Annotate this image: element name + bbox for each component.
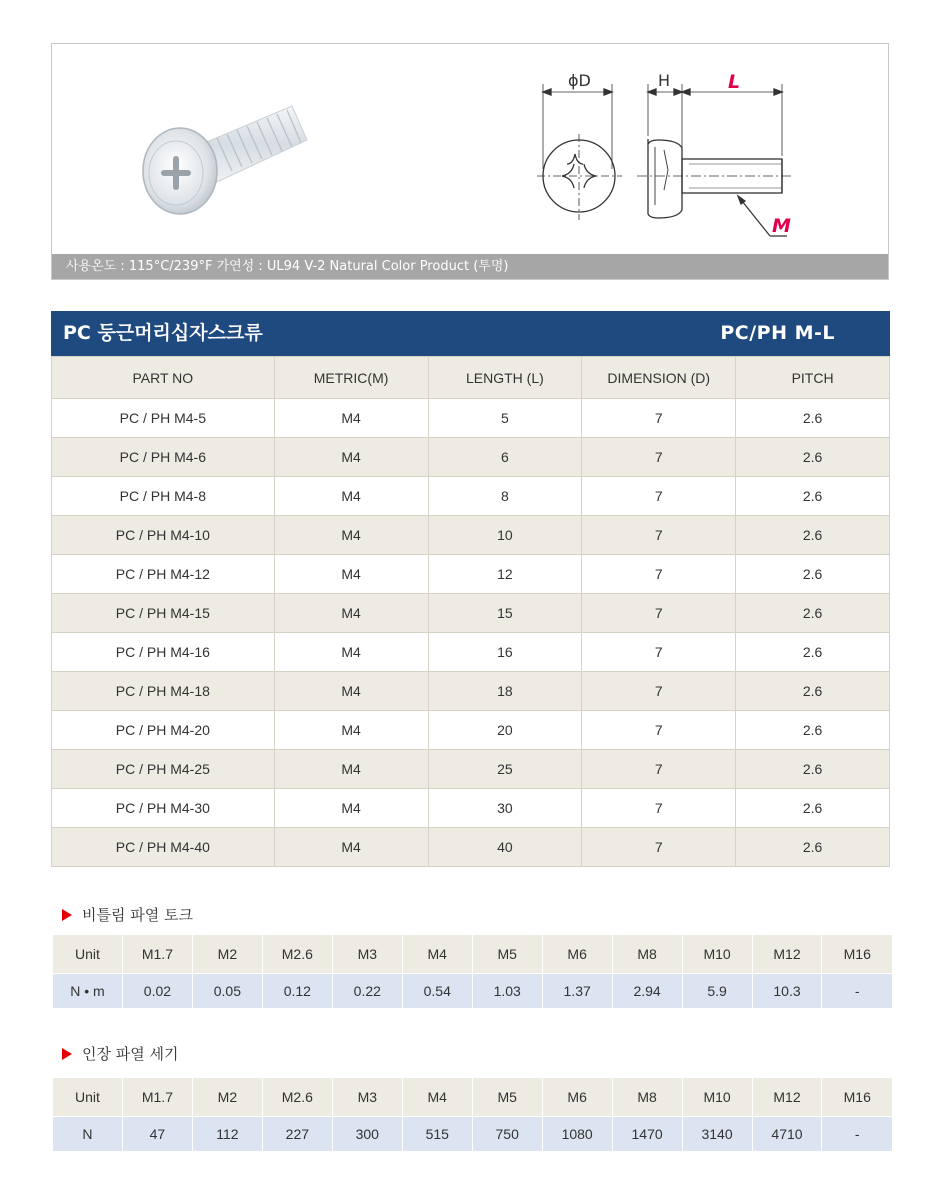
header-length: LENGTH (L) [428, 357, 582, 399]
cell-length: 5 [428, 399, 582, 438]
tensile-header-cell: M3 [332, 1078, 402, 1117]
height-label: H [658, 71, 671, 90]
tensile-value-row [53, 1117, 893, 1152]
product-code: PC/PH M-L [720, 322, 835, 344]
torque-value-cell: 10.3 [752, 974, 822, 1009]
torque-value-cell: 0.12 [262, 974, 332, 1009]
torque-value-cell: 2.94 [612, 974, 682, 1009]
cell-part-no: PC / PH M4-5 [52, 399, 275, 438]
cell-part-no: PC / PH M4-6 [52, 438, 275, 477]
cell-dimension: 7 [582, 477, 736, 516]
cell-pitch: 2.6 [736, 555, 890, 594]
tensile-header-cell: M10 [682, 1078, 752, 1117]
tensile-value-cell: 1470 [612, 1117, 682, 1152]
torque-value-cell: 0.22 [332, 974, 402, 1009]
tensile-value-cell: N [53, 1117, 123, 1152]
cell-length: 15 [428, 594, 582, 633]
torque-header-cell: M4 [402, 935, 472, 974]
table-row [52, 789, 890, 828]
cell-metric: M4 [274, 789, 428, 828]
cell-length: 8 [428, 477, 582, 516]
cell-pitch: 2.6 [736, 672, 890, 711]
cell-dimension: 7 [582, 789, 736, 828]
tensile-header-cell: Unit [53, 1078, 123, 1117]
cell-length: 40 [428, 828, 582, 867]
tensile-header-cell: M1.7 [122, 1078, 192, 1117]
cell-part-no: PC / PH M4-20 [52, 711, 275, 750]
cell-dimension: 7 [582, 672, 736, 711]
torque-value-cell: 0.05 [192, 974, 262, 1009]
torque-value-cell: 1.03 [472, 974, 542, 1009]
tensile-header-cell: M2 [192, 1078, 262, 1117]
cell-dimension: 7 [582, 633, 736, 672]
tensile-heading [62, 1043, 178, 1064]
spec-table-header [52, 357, 890, 399]
cell-metric: M4 [274, 555, 428, 594]
cell-metric: M4 [274, 828, 428, 867]
product-caption: 사용온도 : 115°C/239°F 가연성 : UL94 V-2 Natural Color Product (투명) [52, 254, 888, 279]
title-bar [51, 311, 890, 356]
torque-header-cell: M2 [192, 935, 262, 974]
torque-header-cell: Unit [53, 935, 123, 974]
cell-pitch: 2.6 [736, 516, 890, 555]
cell-part-no: PC / PH M4-25 [52, 750, 275, 789]
tensile-value-cell: 1080 [542, 1117, 612, 1152]
cell-metric: M4 [274, 594, 428, 633]
cell-length: 20 [428, 711, 582, 750]
tensile-header-cell: M6 [542, 1078, 612, 1117]
cell-metric: M4 [274, 438, 428, 477]
cell-dimension: 7 [582, 828, 736, 867]
cell-dimension: 7 [582, 516, 736, 555]
screw-photo [143, 106, 307, 214]
length-label: L [728, 71, 741, 93]
cell-part-no: PC / PH M4-30 [52, 789, 275, 828]
table-row [52, 555, 890, 594]
table-row [52, 711, 890, 750]
cell-pitch: 2.6 [736, 633, 890, 672]
header-dimension: DIMENSION (D) [582, 357, 736, 399]
side-view-drawing [637, 84, 792, 236]
tensile-header-cell: M2.6 [262, 1078, 332, 1117]
metric-label: M [772, 215, 791, 237]
table-row [52, 399, 890, 438]
cell-part-no: PC / PH M4-40 [52, 828, 275, 867]
table-row [52, 828, 890, 867]
tensile-table [52, 1078, 892, 1151]
cell-dimension: 7 [582, 438, 736, 477]
header-metric: METRIC(M) [274, 357, 428, 399]
table-row [52, 594, 890, 633]
cell-length: 6 [428, 438, 582, 477]
cell-pitch: 2.6 [736, 399, 890, 438]
torque-heading-text: 비틀림 파열 토크 [82, 906, 193, 924]
cell-dimension: 7 [582, 399, 736, 438]
torque-header-cell: M12 [752, 935, 822, 974]
tensile-header-cell: M8 [612, 1078, 682, 1117]
cell-pitch: 2.6 [736, 789, 890, 828]
torque-header-cell: M10 [682, 935, 752, 974]
cell-pitch: 2.6 [736, 828, 890, 867]
triangle-bullet-icon [62, 1048, 72, 1060]
tensile-value-cell: 3140 [682, 1117, 752, 1152]
tensile-header-cell: M16 [822, 1078, 892, 1117]
diameter-label: ϕD [568, 71, 591, 90]
torque-header-cell: M16 [822, 935, 892, 974]
product-image-panel [51, 43, 889, 280]
torque-header-cell: M1.7 [122, 935, 192, 974]
cell-length: 16 [428, 633, 582, 672]
cell-dimension: 7 [582, 750, 736, 789]
cell-metric: M4 [274, 516, 428, 555]
front-view-drawing [537, 84, 622, 220]
tensile-header-cell: M5 [472, 1078, 542, 1117]
table-row [52, 672, 890, 711]
cell-part-no: PC / PH M4-18 [52, 672, 275, 711]
cell-length: 18 [428, 672, 582, 711]
cell-length: 30 [428, 789, 582, 828]
cell-pitch: 2.6 [736, 477, 890, 516]
cell-pitch: 2.6 [736, 711, 890, 750]
tensile-header-cell: M4 [402, 1078, 472, 1117]
cell-metric: M4 [274, 399, 428, 438]
table-row [52, 516, 890, 555]
torque-value-cell: N • m [53, 974, 123, 1009]
cell-metric: M4 [274, 477, 428, 516]
tensile-value-cell: 515 [402, 1117, 472, 1152]
cell-part-no: PC / PH M4-10 [52, 516, 275, 555]
cell-part-no: PC / PH M4-12 [52, 555, 275, 594]
torque-header-cell: M2.6 [262, 935, 332, 974]
cell-part-no: PC / PH M4-8 [52, 477, 275, 516]
header-pitch: PITCH [736, 357, 890, 399]
table-row [52, 477, 890, 516]
cell-length: 10 [428, 516, 582, 555]
torque-value-cell: 0.54 [402, 974, 472, 1009]
triangle-bullet-icon [62, 909, 72, 921]
tensile-value-cell: 227 [262, 1117, 332, 1152]
cell-dimension: 7 [582, 594, 736, 633]
cell-pitch: 2.6 [736, 594, 890, 633]
torque-header-cell: M8 [612, 935, 682, 974]
tensile-value-cell: 300 [332, 1117, 402, 1152]
tensile-value-cell: 112 [192, 1117, 262, 1152]
table-row [52, 750, 890, 789]
cell-metric: M4 [274, 633, 428, 672]
spec-table [51, 356, 890, 867]
header-part-no: PART NO [52, 357, 275, 399]
tensile-value-cell: 750 [472, 1117, 542, 1152]
tensile-header-cell: M12 [752, 1078, 822, 1117]
table-row [52, 438, 890, 477]
torque-header-cell: M5 [472, 935, 542, 974]
torque-header-cell: M3 [332, 935, 402, 974]
cell-metric: M4 [274, 672, 428, 711]
cell-dimension: 7 [582, 555, 736, 594]
cell-pitch: 2.6 [736, 438, 890, 477]
tensile-heading-text: 인장 파열 세기 [82, 1045, 179, 1063]
tensile-value-cell: - [822, 1117, 892, 1152]
torque-heading [62, 904, 193, 925]
screw-illustration [52, 44, 890, 256]
torque-header-cell: M6 [542, 935, 612, 974]
torque-table [52, 935, 892, 1008]
tensile-header-row [53, 1078, 893, 1117]
torque-value-cell: 0.02 [122, 974, 192, 1009]
cell-metric: M4 [274, 750, 428, 789]
cell-length: 25 [428, 750, 582, 789]
cell-metric: M4 [274, 711, 428, 750]
cell-length: 12 [428, 555, 582, 594]
table-row [52, 633, 890, 672]
cell-part-no: PC / PH M4-15 [52, 594, 275, 633]
torque-header-row [53, 935, 893, 974]
torque-value-cell: 1.37 [542, 974, 612, 1009]
torque-value-row [53, 974, 893, 1009]
product-title: PC 둥근머리십자스크류 [63, 322, 263, 344]
tensile-value-cell: 47 [122, 1117, 192, 1152]
torque-value-cell: - [822, 974, 892, 1009]
cell-part-no: PC / PH M4-16 [52, 633, 275, 672]
tensile-value-cell: 4710 [752, 1117, 822, 1152]
torque-value-cell: 5.9 [682, 974, 752, 1009]
cell-dimension: 7 [582, 711, 736, 750]
cell-pitch: 2.6 [736, 750, 890, 789]
